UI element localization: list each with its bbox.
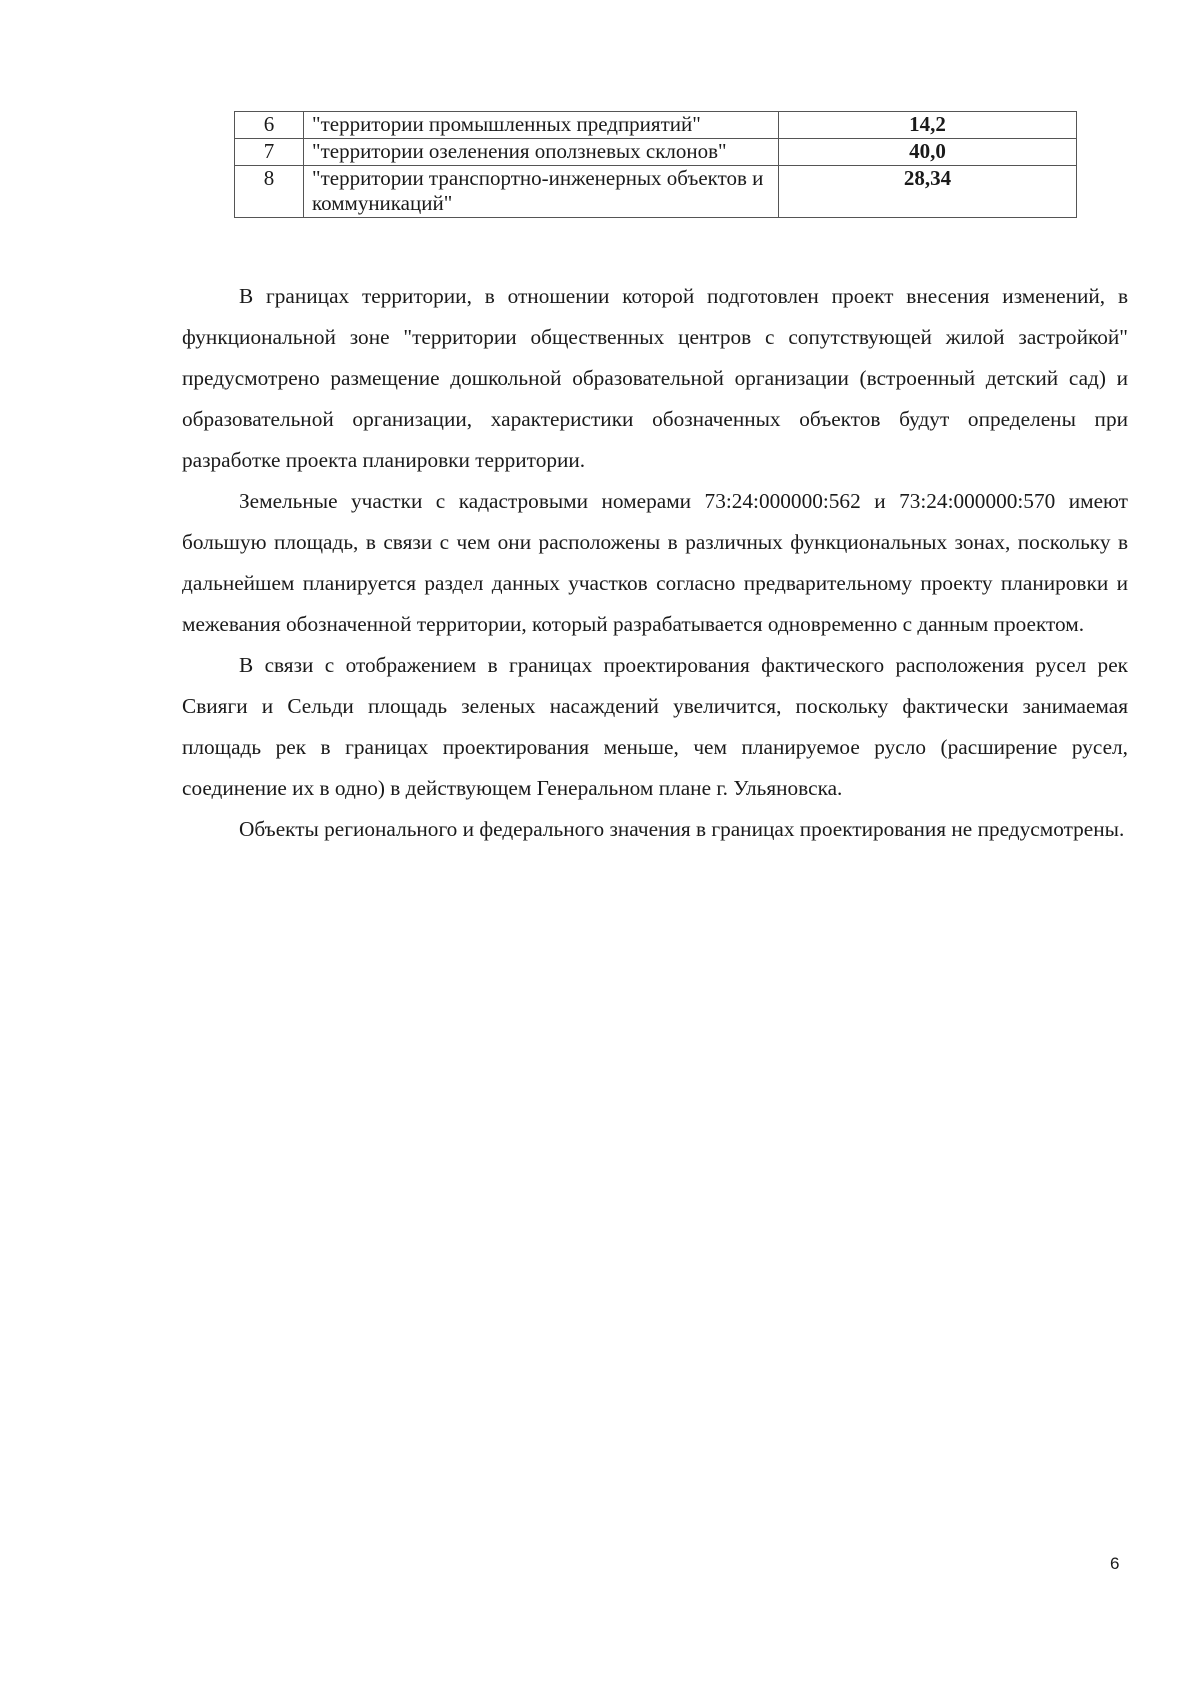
functional-zones-table [234,111,1077,218]
page-number: 6 [1110,1554,1120,1573]
zone-value: 14,2 [779,112,1077,139]
row-number: 8 [235,166,304,218]
zone-name: "территории транспортно-инженерных объектов и коммуникаций" [304,166,779,218]
zone-value: 40,0 [779,139,1077,166]
zone-value: 28,34 [779,166,1077,218]
zone-name: "территории озеленения оползневых склонов" [304,139,779,166]
row-number: 6 [235,112,304,139]
paragraph-rivers: В связи с отображением в границах проектирования фактического расположения русел рек Свияги и Сельди площадь зеленых насаждений увеличится, поскольку фактически занимаемая площадь рек в границах проектирования меньше, чем планируемое русло (расширение русел, соединение их в одно) в действующем Генеральном плане г. Ульяновска. [182,653,1128,800]
table-row [235,166,1077,218]
paragraph-regional-objects: Объекты регионального и федерального значения в границах проектирования не предусмотрены. [239,817,1125,841]
table-row [235,112,1077,139]
table-row [235,139,1077,166]
body-text [182,276,1128,850]
zone-name: "территории промышленных предприятий" [304,112,779,139]
paragraph-kindergarten: В границах территории, в отношении которой подготовлен проект внесения изменений, в функциональной зоне "территории общественных центров с сопутствующей жилой застройкой" предусмотрено размещение дошкольной образовательной организации (встроенный детский сад) и образовательной организации, характеристики обозначенных объектов будут определены при разработке проекта планировки территории. [182,284,1128,472]
paragraph-land-plots: Земельные участки с кадастровыми номерами 73:24:000000:562 и 73:24:000000:570 имеют большую площадь, в связи с чем они расположены в различных функциональных зонах, поскольку в дальнейшем планируется раздел данных участков согласно предварительному проекту планировки и межевания обозначенной территории, который разрабатывается одновременно с данным проектом. [182,489,1128,636]
row-number: 7 [235,139,304,166]
